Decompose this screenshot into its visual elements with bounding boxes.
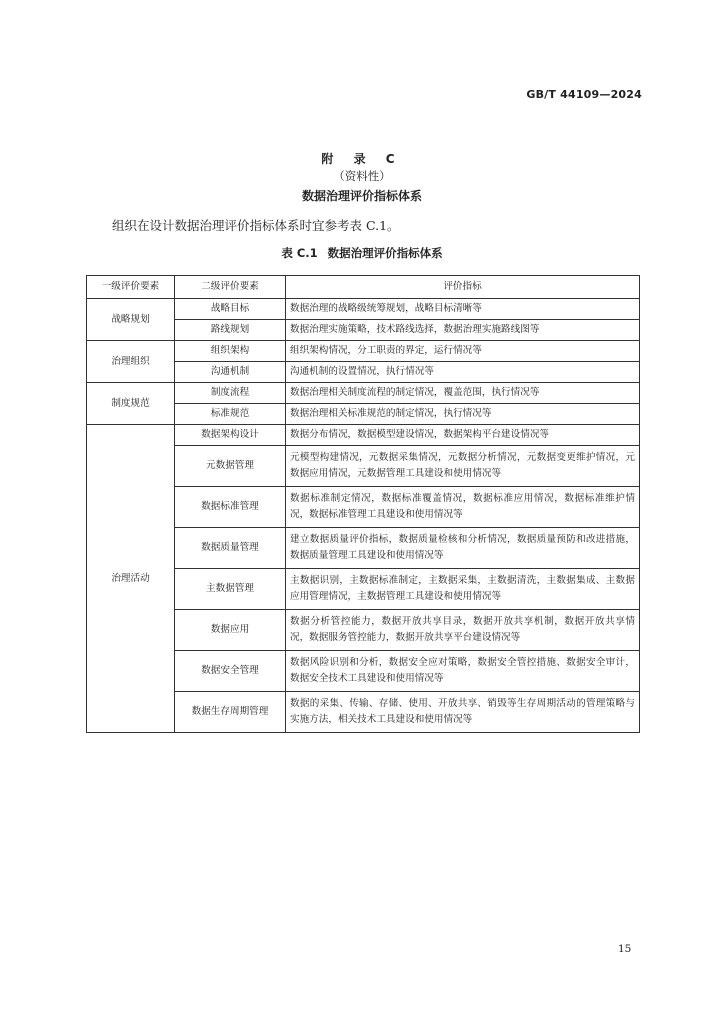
level2-cell: 数据质量管理 [175,528,286,569]
level2-cell: 数据架构设计 [175,425,286,446]
level2-cell: 路线规划 [175,320,286,341]
indicator-cell: 数据分析管控能力，数据开放共享目录，数据开放共享机制，数据开放共享情况，数据服务管控能力，数据开放共享平台建设情况等 [286,610,640,651]
indicator-cell: 数据治理相关制度流程的制定情况，覆盖范围，执行情况等 [286,383,640,404]
level1-cell: 战略规划 [87,299,175,341]
indicator-cell: 数据治理的战略级统筹规划，战略目标清晰等 [286,299,640,320]
indicator-cell: 数据分布情况，数据模型建设情况，数据架构平台建设情况等 [286,425,640,446]
indicator-cell: 数据标准制定情况，数据标准覆盖情况，数据标准应用情况，数据标准维护情况，数据标准管理工具建设和使用情况等 [286,487,640,528]
indicator-cell: 数据治理相关标准规范的制定情况，执行情况等 [286,404,640,425]
evaluation-index-table [86,275,640,733]
table-caption-number: 表 C.1 [281,246,318,260]
level2-cell: 元数据管理 [175,446,286,487]
level1-cell: 治理组织 [87,341,175,383]
indicator-cell: 组织架构情况，分工职责的界定，运行情况等 [286,341,640,362]
header-indicator: 评价指标 [286,276,640,299]
table-caption-title: 数据治理评价指标体系 [327,246,443,260]
indicator-cell: 主数据识别，主数据标准制定，主数据采集，主数据清洗，主数据集成、主数据应用管理情况，主数据管理工具建设和使用情况等 [286,569,640,610]
level2-cell: 沟通机制 [175,362,286,383]
table-row [87,299,640,320]
level2-cell: 组织架构 [175,341,286,362]
indicator-cell: 元模型构建情况，元数据采集情况，元数据分析情况，元数据变更维护情况，元数据应用情况，元数据管理工具建设和使用情况等 [286,446,640,487]
standard-code: GB/T 44109—2024 [526,88,642,101]
table-caption [0,245,724,261]
indicator-cell: 沟通机制的设置情况，执行情况等 [286,362,640,383]
level1-cell: 制度规范 [87,383,175,425]
level2-cell: 主数据管理 [175,569,286,610]
header-level1: 一级评价要素 [87,276,175,299]
indicator-cell: 数据的采集、传输、存储、使用、开放共享、销毁等生存周期活动的管理策略与实施方法，相关技术工具建设和使用情况等 [286,692,640,733]
page-number: 15 [618,943,632,955]
appendix-title: 附 录 C [321,152,403,166]
level1-cell: 治理活动 [87,425,175,733]
table-header-row [87,276,640,299]
level2-cell: 数据安全管理 [175,651,286,692]
indicator-cell: 建立数据质量评价指标，数据质量检核和分析情况，数据质量预防和改进措施，数据质量管理工具建设和使用情况等 [286,528,640,569]
table-row [87,425,640,446]
table-row [87,383,640,404]
header-level2: 二级评价要素 [175,276,286,299]
level2-cell: 战略目标 [175,299,286,320]
level2-cell: 标准规范 [175,404,286,425]
indicator-cell: 数据风险识别和分析，数据安全应对策略，数据安全管控措施、数据安全审计，数据安全技术工具建设和使用情况等 [286,651,640,692]
appendix-subtitle: （资料性） [333,169,391,183]
level2-cell: 数据应用 [175,610,286,651]
level2-cell: 数据标准管理 [175,487,286,528]
intro-paragraph: 组织在设计数据治理评价指标体系时宜参考表 C.1。 [112,218,400,233]
level2-cell: 数据生存周期管理 [175,692,286,733]
appendix-name: 数据治理评价指标体系 [301,189,422,203]
level2-cell: 制度流程 [175,383,286,404]
table-row [87,341,640,362]
indicator-cell: 数据治理实施策略，技术路线选择，数据治理实施路线图等 [286,320,640,341]
